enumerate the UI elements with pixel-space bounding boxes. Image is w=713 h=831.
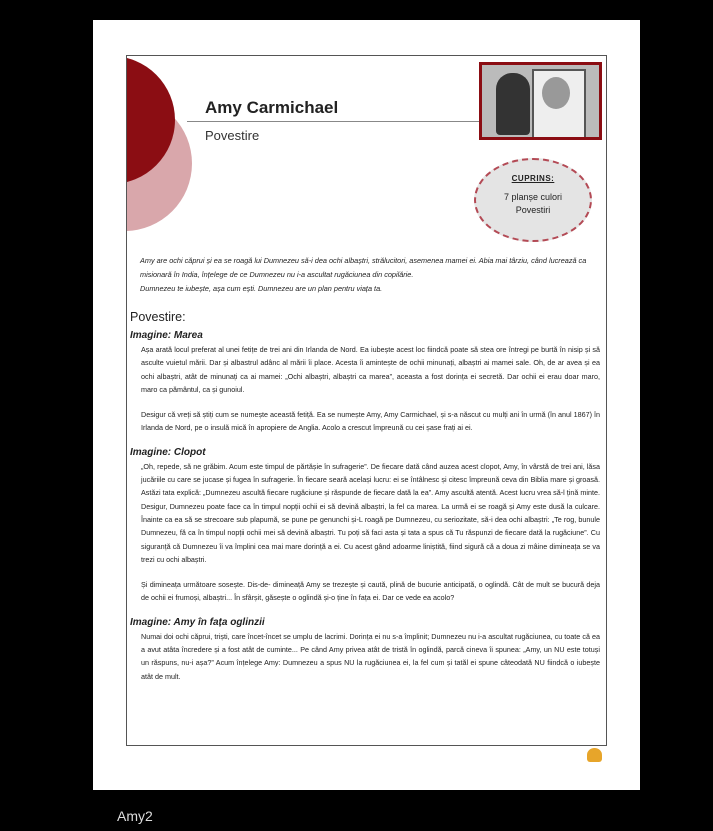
publisher-logo-icon xyxy=(587,748,602,762)
paragraph: Desigur că vreți să știți cum se numește această fetiță. Ea se numește Amy, Amy Carmichael, și s-a născut cu mulți ani în urmă (în anul 1867) în Irlanda de Nord, pe o insulă mică în apropiere de Anglia. Acolo a crescut împreună cu cei șase frați ai ei. xyxy=(141,410,600,433)
intro-text xyxy=(140,254,600,296)
title-divider xyxy=(187,121,479,122)
contents-heading: CUPRINS: xyxy=(511,174,555,183)
contents-oval xyxy=(474,158,592,242)
paragraph: Așa arată locul preferat al unei fetițe de trei ani din Irlanda de Nord. Ea iubește acest loc fiindcă poate să stea ore întregi pe burtă în nisip și să asculte vuietul mării. Dar și albastrul adânc al mării îi place. Acesta îi amintește de ochii minunați, albaștri ai mamei sale. Oh, de ar avea și ea ochi albaștri, atât de minunați ca ai mamei: „Ochi albaștri, albaștri ca marea”, aceasta a fost dorința ei secretă. Dar ochii ei erau doar maro, maro ca pământul, ca și gunoiul. xyxy=(141,345,600,394)
intro-paragraph: Amy are ochi căprui și ea se roagă lui Dumnezeu să-i dea ochi albaștri, strălucitori, asemenea mamei ei. Abia mai târziu, când lucrează ca misionară în India, înțelege de ce Dumnezeu nu i-a ascultat rugăciunea din copilărie. xyxy=(140,256,587,279)
section-heading: Imagine: Marea xyxy=(130,330,203,341)
story-body xyxy=(130,310,600,695)
section-heading: Imagine: Amy în fața oglinzii xyxy=(130,616,265,628)
document-subtitle: Povestire xyxy=(205,128,260,143)
story-heading: Povestire: xyxy=(130,310,186,324)
paragraph: „Oh, repede, să ne grăbim. Acum este timpul de părtășie în sufragerie”. De fiecare dată când auzea acest clopot, Amy, în vârstă de trei ani, lăsa jucăriile cu care se jucase și fugea în sufragerie. În fiecare seară același lucru: ei se întâlnesc și citesc împreună ceva din Biblia mare și groasă. Astăzi tata explică: „Dumnezeu ascultă fiecare rugăciune și răspunde de fiecare dată la ea”. Amy ascultă atentă. Acest lucru vrea să-l țină minte. Desigur, Dumnezeu poate face ca în timpul nopții ochii ei să devină albaștri, la fel ca marea. La urmă ei se roagă și Amy este dusă la culcare. Înainte ca ea să se strecoare sub plapumă, se pune pe genunchi și-L roagă pe Dumnezeu, cu seriozitate, să-i dea ochi albaștri: „Te rog, bunule Dumnezeu, fă ca în timpul nopții ochii mei să devină albaștri. Tu poți să faci asta și tata a spus că Tu răspunzi de fiecare dată la rugăciune”. Cu siguranță că Dumnezeu îi va împlini cea mai mare dorință a ei. Cu acest gând adoarme liniștită, fiind sigură că a doua zi mâine dimineața se va trezi cu ochi albaștri. xyxy=(141,461,600,564)
paragraph: Și dimineața următoare sosește. Dis-de- dimineață Amy se trezește și caută, plină de bucurie anticipată, o oglindă. Cât de mult se bucură deja de ochii ei frumoși, albaștri... În sfârșit, găsește o oglindă și-o ține în fața ei. Dar ce vede ea acolo? xyxy=(141,580,600,603)
image-caption: Amy2 xyxy=(117,808,153,824)
intro-paragraph: Dumnezeu te iubește, așa cum ești. Dumnezeu are un plan pentru viața ta. xyxy=(140,284,383,293)
contents-item: Povestiri xyxy=(515,205,551,215)
contents-item: 7 planșe culori xyxy=(503,192,563,202)
document-title: Amy Carmichael xyxy=(205,98,339,117)
document-page xyxy=(93,20,640,790)
section-heading: Imagine: Clopot xyxy=(130,446,206,458)
document-frame xyxy=(126,55,607,746)
illustration-mirror-image xyxy=(479,62,602,140)
paragraph: Numai doi ochi căprui, triști, care încet-încet se umplu de lacrimi. Dorința ei nu s-a împlinit; Dumnezeu nu i-a ascultat rugăciunea, cu toate că ea a avut atâta încredere și a fost atât de cuminte... Pe când Amy privea atât de tristă în oglindă, parcă cineva îi spunea: „Amy, un NU este totuși un răspuns, nu-i așa?” Acum înțelege Amy: Dumnezeu a spus NU la rugăciunea ei, la fel cum și tatăl ei spune câteodată NU fiindcă o iubește atât de mult. xyxy=(141,631,600,681)
